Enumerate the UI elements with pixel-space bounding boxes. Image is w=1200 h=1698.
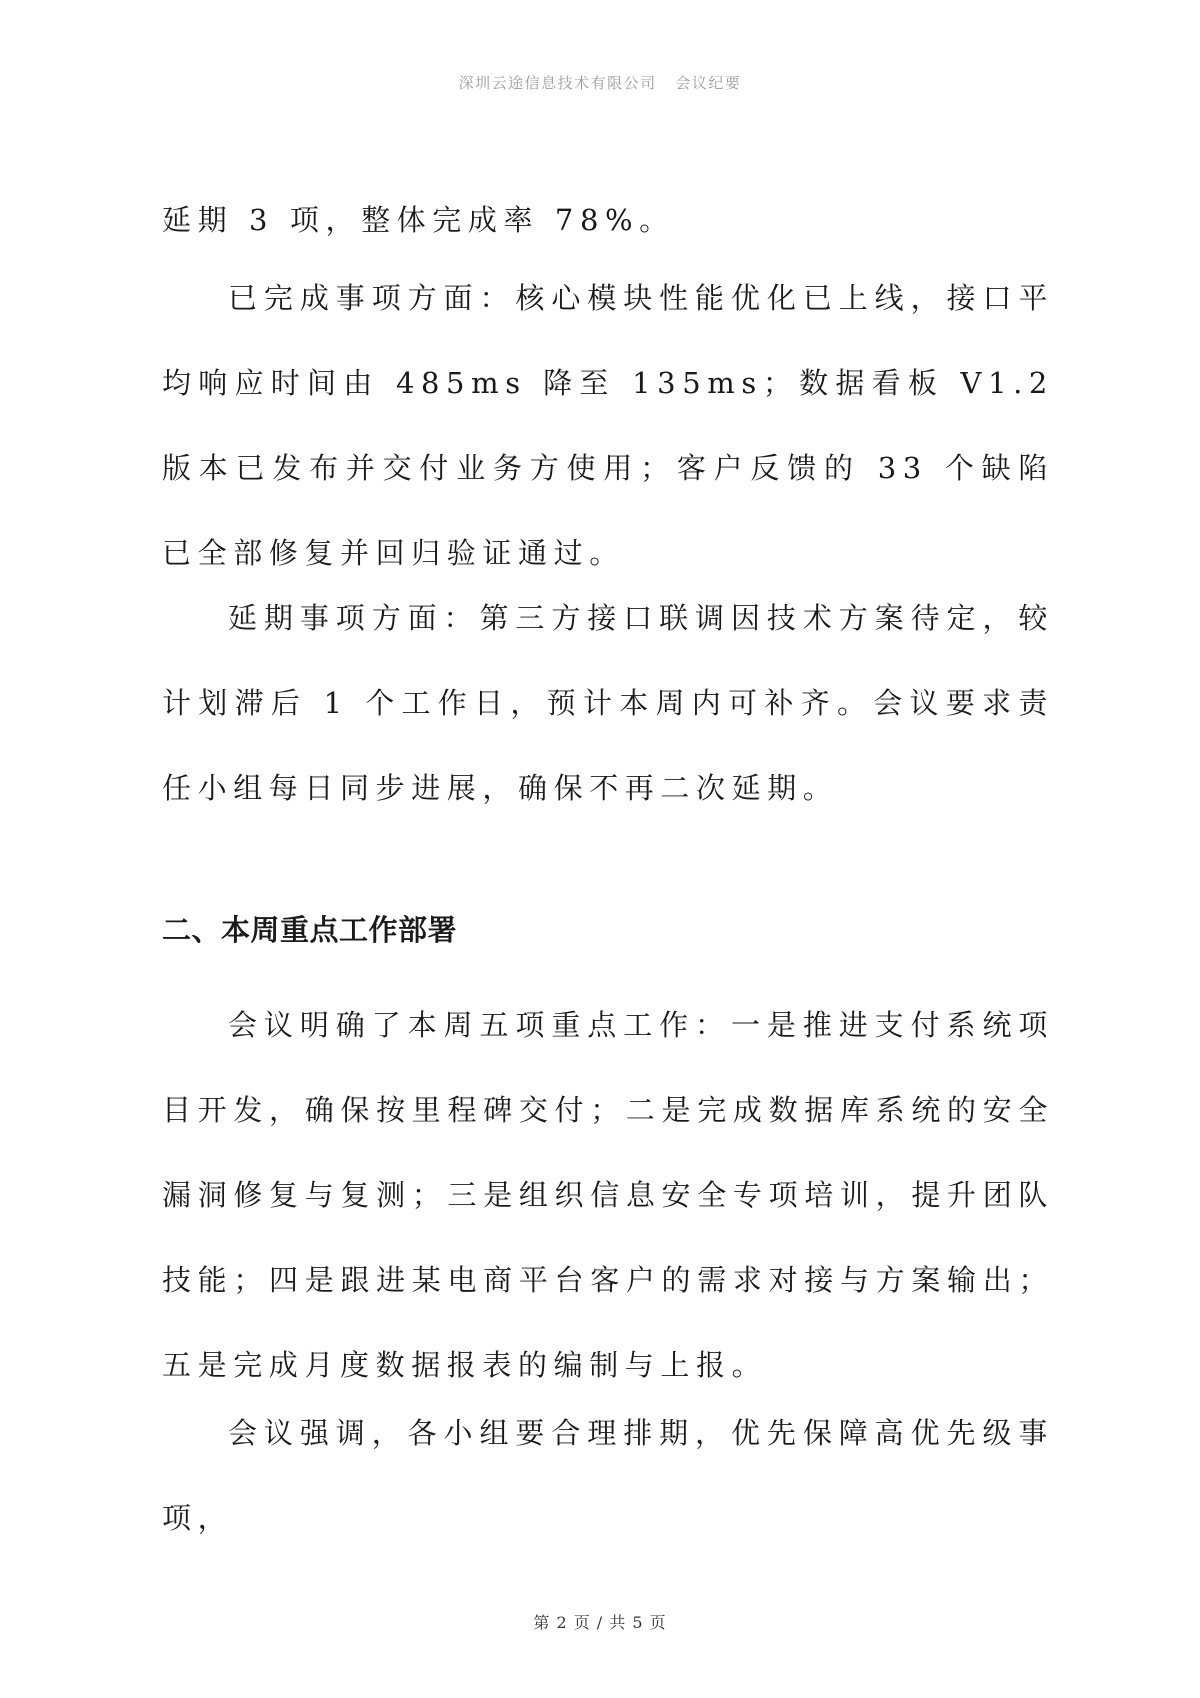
paragraph-delayed-items: 延期事项方面：第三方接口联调因技术方案待定，较计划滞后 1 个工作日，预计本周内可补齐。会议要求责任小组每日同步进展，确保不再二次延期。 — [162, 601, 1054, 805]
header-company: 深圳云途信息技术有限公司 — [458, 74, 657, 92]
page-number: 第 2 页 / 共 5 页 — [533, 1613, 667, 1632]
header-doc-type: 会议纪要 — [675, 74, 742, 92]
paragraph-emphasis: 会议强调，各小组要合理排期，优先保障高优先级事项， — [162, 1416, 1054, 1535]
paragraph-key-tasks: 会议明确了本周五项重点工作：一是推进支付系统项目开发，确保按里程碑交付；二是完成数据库系统的安全漏洞修复与复测；三是组织信息安全专项培训，提升团队技能；四是跟进某电商平台客户的需求对接与方案输出；五是完成月度数据报表的编制与上报。 — [162, 1008, 1054, 1382]
section-heading: 二、本周重点工作部署 — [162, 913, 458, 947]
paragraph-completed-items: 已完成事项方面：核心模块性能优化已上线，接口平均响应时间由 485ms 降至 135ms；数据看板 V1.2 版本已发布并交付业务方使用；客户反馈的 33 个缺陷已全部修复并回归验证通过。 — [162, 281, 1054, 570]
running-header — [0, 72, 1200, 93]
paragraph-continuation: 延期 3 项，整体完成率 78%。 — [162, 203, 675, 237]
